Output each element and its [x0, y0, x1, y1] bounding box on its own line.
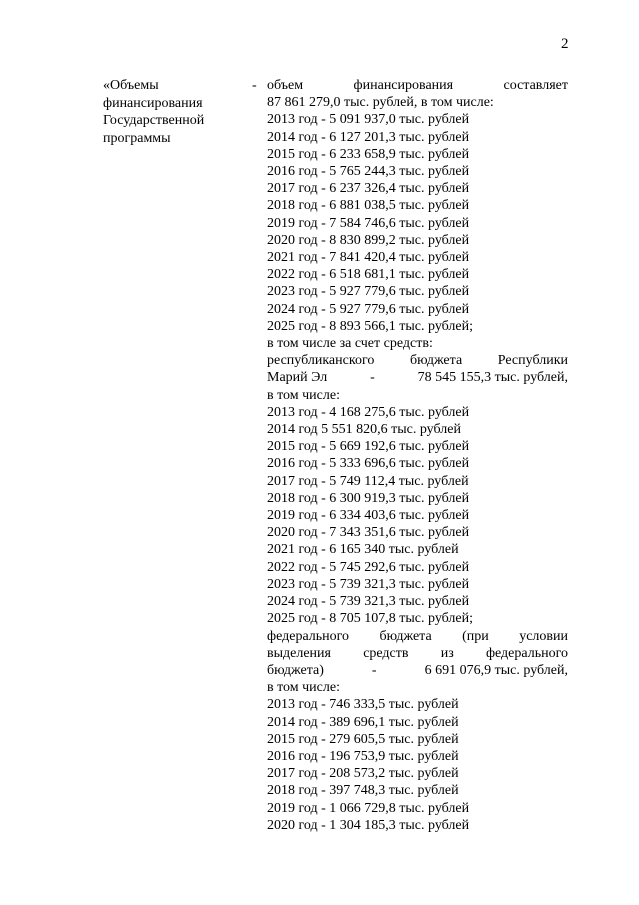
intro-total-line: 87 861 279,0 тыс. рублей, в том числе:: [267, 95, 494, 111]
federal-word: федерального: [267, 628, 350, 644]
intro-word: финансирования: [353, 78, 454, 93]
total-year-item: 2022 год - 6 518 681,1 тыс. рублей: [267, 267, 470, 283]
total-year-item: 2014 год - 6 127 201,3 тыс. рублей: [267, 129, 470, 145]
federal-year-item: 2018 год - 397 748,3 тыс. рублей: [267, 783, 459, 799]
federal-year-item: 2019 год - 1 066 729,8 тыс. рублей: [267, 800, 470, 816]
republic-year-item: 2016 год - 5 333 696,6 тыс. рублей: [267, 456, 470, 472]
republic-year-item: 2020 год - 7 343 351,6 тыс. рублей: [267, 525, 470, 541]
republic-year-item: 2022 год - 5 745 292,6 тыс. рублей: [267, 559, 470, 575]
total-year-item: 2013 год - 5 091 937,0 тыс. рублей: [267, 112, 470, 128]
federal-year-item: 2020 год - 1 304 185,3 тыс. рублей: [267, 817, 470, 833]
republic-years-list: [267, 404, 568, 628]
total-year-item: 2024 год - 5 927 779,6 тыс. рублей: [267, 301, 470, 317]
total-year-item: 2016 год - 5 765 244,3 тыс. рублей: [267, 164, 470, 180]
intro-line: [267, 77, 568, 94]
republic-year-item: 2019 год - 6 334 403,6 тыс. рублей: [267, 508, 470, 524]
federal-word: бюджета: [379, 628, 432, 644]
total-year-item: 2015 год - 6 233 658,9 тыс. рублей: [267, 146, 470, 162]
federal-year-item: 2016 год - 196 753,9 тыс. рублей: [267, 748, 459, 764]
federal-year-item: 2014 год - 389 696,1 тыс. рублей: [267, 714, 459, 730]
federal-word: средств: [363, 645, 409, 661]
republic-word: бюджета: [409, 353, 463, 369]
republic-year-item: 2017 год - 5 749 112,4 тыс. рублей: [267, 473, 469, 489]
total-year-item: 2023 год - 5 927 779,6 тыс. рублей: [267, 284, 470, 300]
federal-line-4: в том числе:: [267, 680, 340, 696]
republic-year-item: 2018 год - 6 300 919,3 тыс. рублей: [267, 490, 470, 506]
funding-text: [267, 77, 568, 834]
intro-word: объем: [267, 78, 304, 93]
section-label: [103, 77, 253, 147]
republic-line-3: в том числе:: [267, 387, 340, 403]
federal-word: выделения: [267, 645, 331, 661]
republic-year-item: 2025 год - 8 705 107,8 тыс. рублей;: [267, 611, 474, 627]
sources-intro: в том числе за счет средств:: [267, 336, 433, 352]
total-year-item: 2025 год - 8 893 566,1 тыс. рублей;: [267, 318, 474, 334]
federal-year-item: 2013 год - 746 333,5 тыс. рублей: [267, 697, 459, 713]
intro-word: составляет: [503, 78, 568, 93]
republic-year-item: 2021 год - 6 165 340 тыс. рублей: [267, 542, 459, 558]
label-dash: -: [252, 78, 257, 93]
republic-year-item: 2015 год - 5 669 192,6 тыс. рублей: [267, 439, 470, 455]
federal-line-3: [267, 662, 568, 679]
section-label-line: финансирования: [103, 95, 203, 111]
republic-year-item: 2023 год - 5 739 321,3 тыс. рублей: [267, 576, 470, 592]
republic-year-item: 2024 год - 5 739 321,3 тыс. рублей: [267, 594, 470, 610]
total-year-item: 2020 год - 8 830 899,2 тыс. рублей: [267, 232, 470, 248]
federal-word: условии: [519, 628, 568, 644]
federal-total: 6 691 076,9 тыс. рублей,: [424, 662, 568, 678]
total-years-list: [267, 111, 568, 335]
federal-line-1: [267, 628, 568, 645]
federal-word: бюджета): [267, 662, 324, 678]
section-label-line: Государственной: [103, 113, 205, 128]
republic-word: Республики: [497, 353, 568, 369]
republic-line-1: [267, 352, 568, 369]
republic-word: республиканского: [267, 353, 375, 369]
republic-total: 78 545 155,3 тыс. рублей,: [417, 370, 568, 386]
federal-word: -: [371, 662, 377, 678]
total-year-item: 2021 год - 7 841 420,4 тыс. рублей: [267, 250, 470, 266]
federal-line-2: [267, 645, 568, 662]
total-year-item: 2019 год - 7 584 746,6 тыс. рублей: [267, 215, 470, 231]
federal-years-list: [267, 696, 568, 834]
federal-year-item: 2017 год - 208 573,2 тыс. рублей: [267, 766, 459, 782]
section-label-line: «Объемы: [103, 78, 159, 93]
republic-year-item: 2014 год 5 551 820,6 тыс. рублей: [267, 422, 461, 438]
total-year-item: 2018 год - 6 881 038,5 тыс. рублей: [267, 198, 470, 214]
republic-year-item: 2013 год - 4 168 275,6 тыс. рублей: [267, 404, 470, 420]
republic-word: -: [370, 370, 375, 386]
federal-word: из: [440, 645, 454, 661]
section-label-line: программы: [103, 130, 171, 146]
federal-word: федерального: [485, 645, 568, 661]
republic-word: Марий Эл: [267, 370, 328, 386]
total-year-item: 2017 год - 6 237 326,4 тыс. рублей: [267, 181, 470, 197]
federal-word: (при: [462, 628, 489, 644]
page-number: 2: [561, 36, 569, 52]
republic-line-2: [267, 369, 568, 386]
federal-year-item: 2015 год - 279 605,5 тыс. рублей: [267, 731, 459, 747]
